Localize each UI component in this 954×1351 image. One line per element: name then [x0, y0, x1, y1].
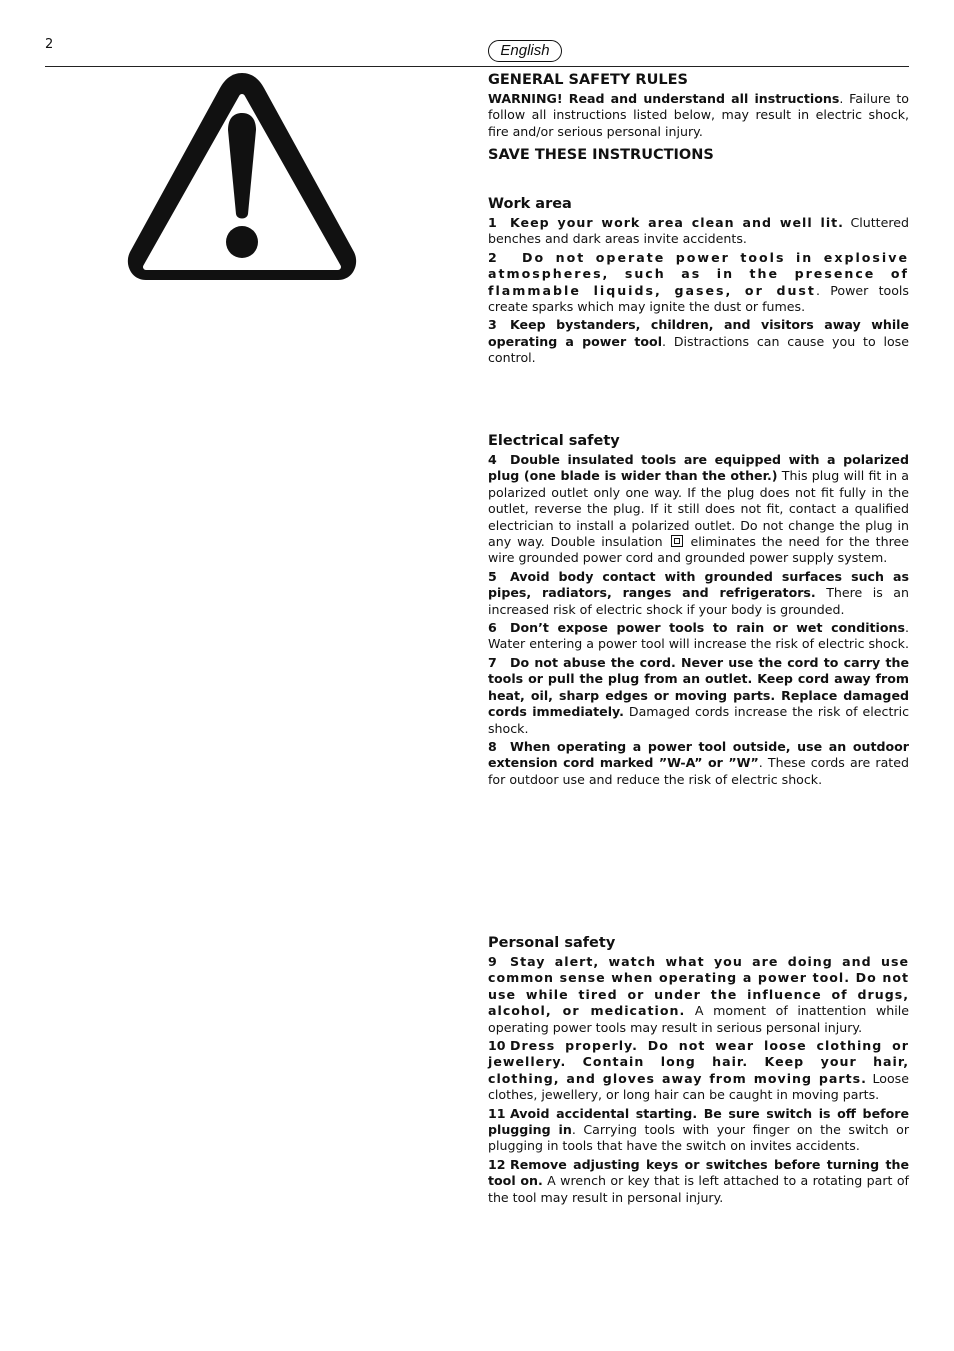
personal-safety-section: [488, 934, 909, 1206]
list-item: 11 Avoid accidental starting. Be sure switch is off before plugging in. Carrying tools with your finger on the switch or plugging in tools that have the switch on invites accidents.: [488, 1105, 910, 1154]
warning-triangle-icon: [124, 70, 360, 284]
double-insulation-icon: [671, 535, 683, 547]
section-heading: Personal safety: [488, 935, 616, 951]
list-item: 2 Do not operate power tools in explosive atmospheres, such as in the presence of flammable liquids, gases, or dust. Power tools create sparks which may ignite the dust or fumes.: [488, 249, 909, 315]
general-safety-section: [488, 71, 909, 164]
page-number: 2: [45, 37, 54, 52]
electrical-safety-section: [488, 432, 909, 788]
section-heading: Work area: [488, 196, 572, 212]
list-item: 10 Dress properly. Do not wear loose clothing or jewellery. Contain long hair. Keep your hair, clothing, and gloves away from moving parts. Loose clothes, jewellery, or long hair can be caught in moving parts.: [488, 1038, 909, 1103]
list-item: 1 Keep your work area clean and well lit. Cluttered benches and dark areas invite accidents.: [488, 215, 910, 247]
warning-paragraph: [488, 91, 909, 140]
list-item: 12 Remove adjusting keys or switches before turning the tool on. A wrench or key that is left attached to a rotating part of the tool may result in personal injury.: [488, 1156, 909, 1205]
work-area-section: [488, 195, 909, 367]
list-item: 6 Don’t expose power tools to rain or wet conditions. Water entering a power tool will increase the risk of electric shock.: [488, 620, 909, 652]
list-item: 3 Keep bystanders, children, and visitors away while operating a power tool. Distractions can cause you to lose control.: [488, 317, 909, 366]
list-item: 8 When operating a power tool outside, use an outdoor extension cord marked ”W-A” or ”W”. These cords are rated for outdoor use and reduce the risk of electric shock.: [488, 738, 909, 787]
warning-text: . Failure to follow all instructions listed below, may result in electric shock, fire and/or serious personal injury.: [488, 91, 909, 139]
header-rule: [45, 66, 909, 67]
section-heading: Electrical safety: [488, 433, 620, 449]
save-instructions-heading: SAVE THESE INSTRUCTIONS: [488, 147, 714, 164]
list-item: 5 Avoid body contact with grounded surfaces such as pipes, radiators, ranges and refrigerators. There is an increased risk of electric shock if your body is grounded.: [488, 568, 909, 617]
list-item: 7 Do not abuse the cord. Never use the cord to carry the tools or pull the plug from an outlet. Keep cord away from heat, oil, sharp edges or moving parts. Replace damaged cords immediately. Damaged cords increase the risk of electric shock.: [488, 654, 909, 736]
page-title: GENERAL SAFETY RULES: [488, 72, 688, 88]
warning-bold: WARNING! Read and understand all instructions: [488, 91, 840, 106]
list-item: 4 Double insulated tools are equipped with a polarized plug (one blade is wider than the other.) This plug will fit in a polarized outlet only one way. If the plug does not fit fully in the outlet, reverse the plug. If it still does not fit, contact a qualified electrician to install a polarized outlet. Do not change the plug in any way. Double insulation eliminates the need for the three wire grounded power cord and grounded power supply system.: [488, 452, 909, 566]
language-badge: English: [488, 40, 562, 62]
list-item: 9 Stay alert, watch what you are doing and use common sense when operating a power tool. Do not use while tired or under the influence of drugs, alcohol, or medication. A moment of inattention while operating power tools may result in serious personal injury.: [488, 954, 909, 1035]
